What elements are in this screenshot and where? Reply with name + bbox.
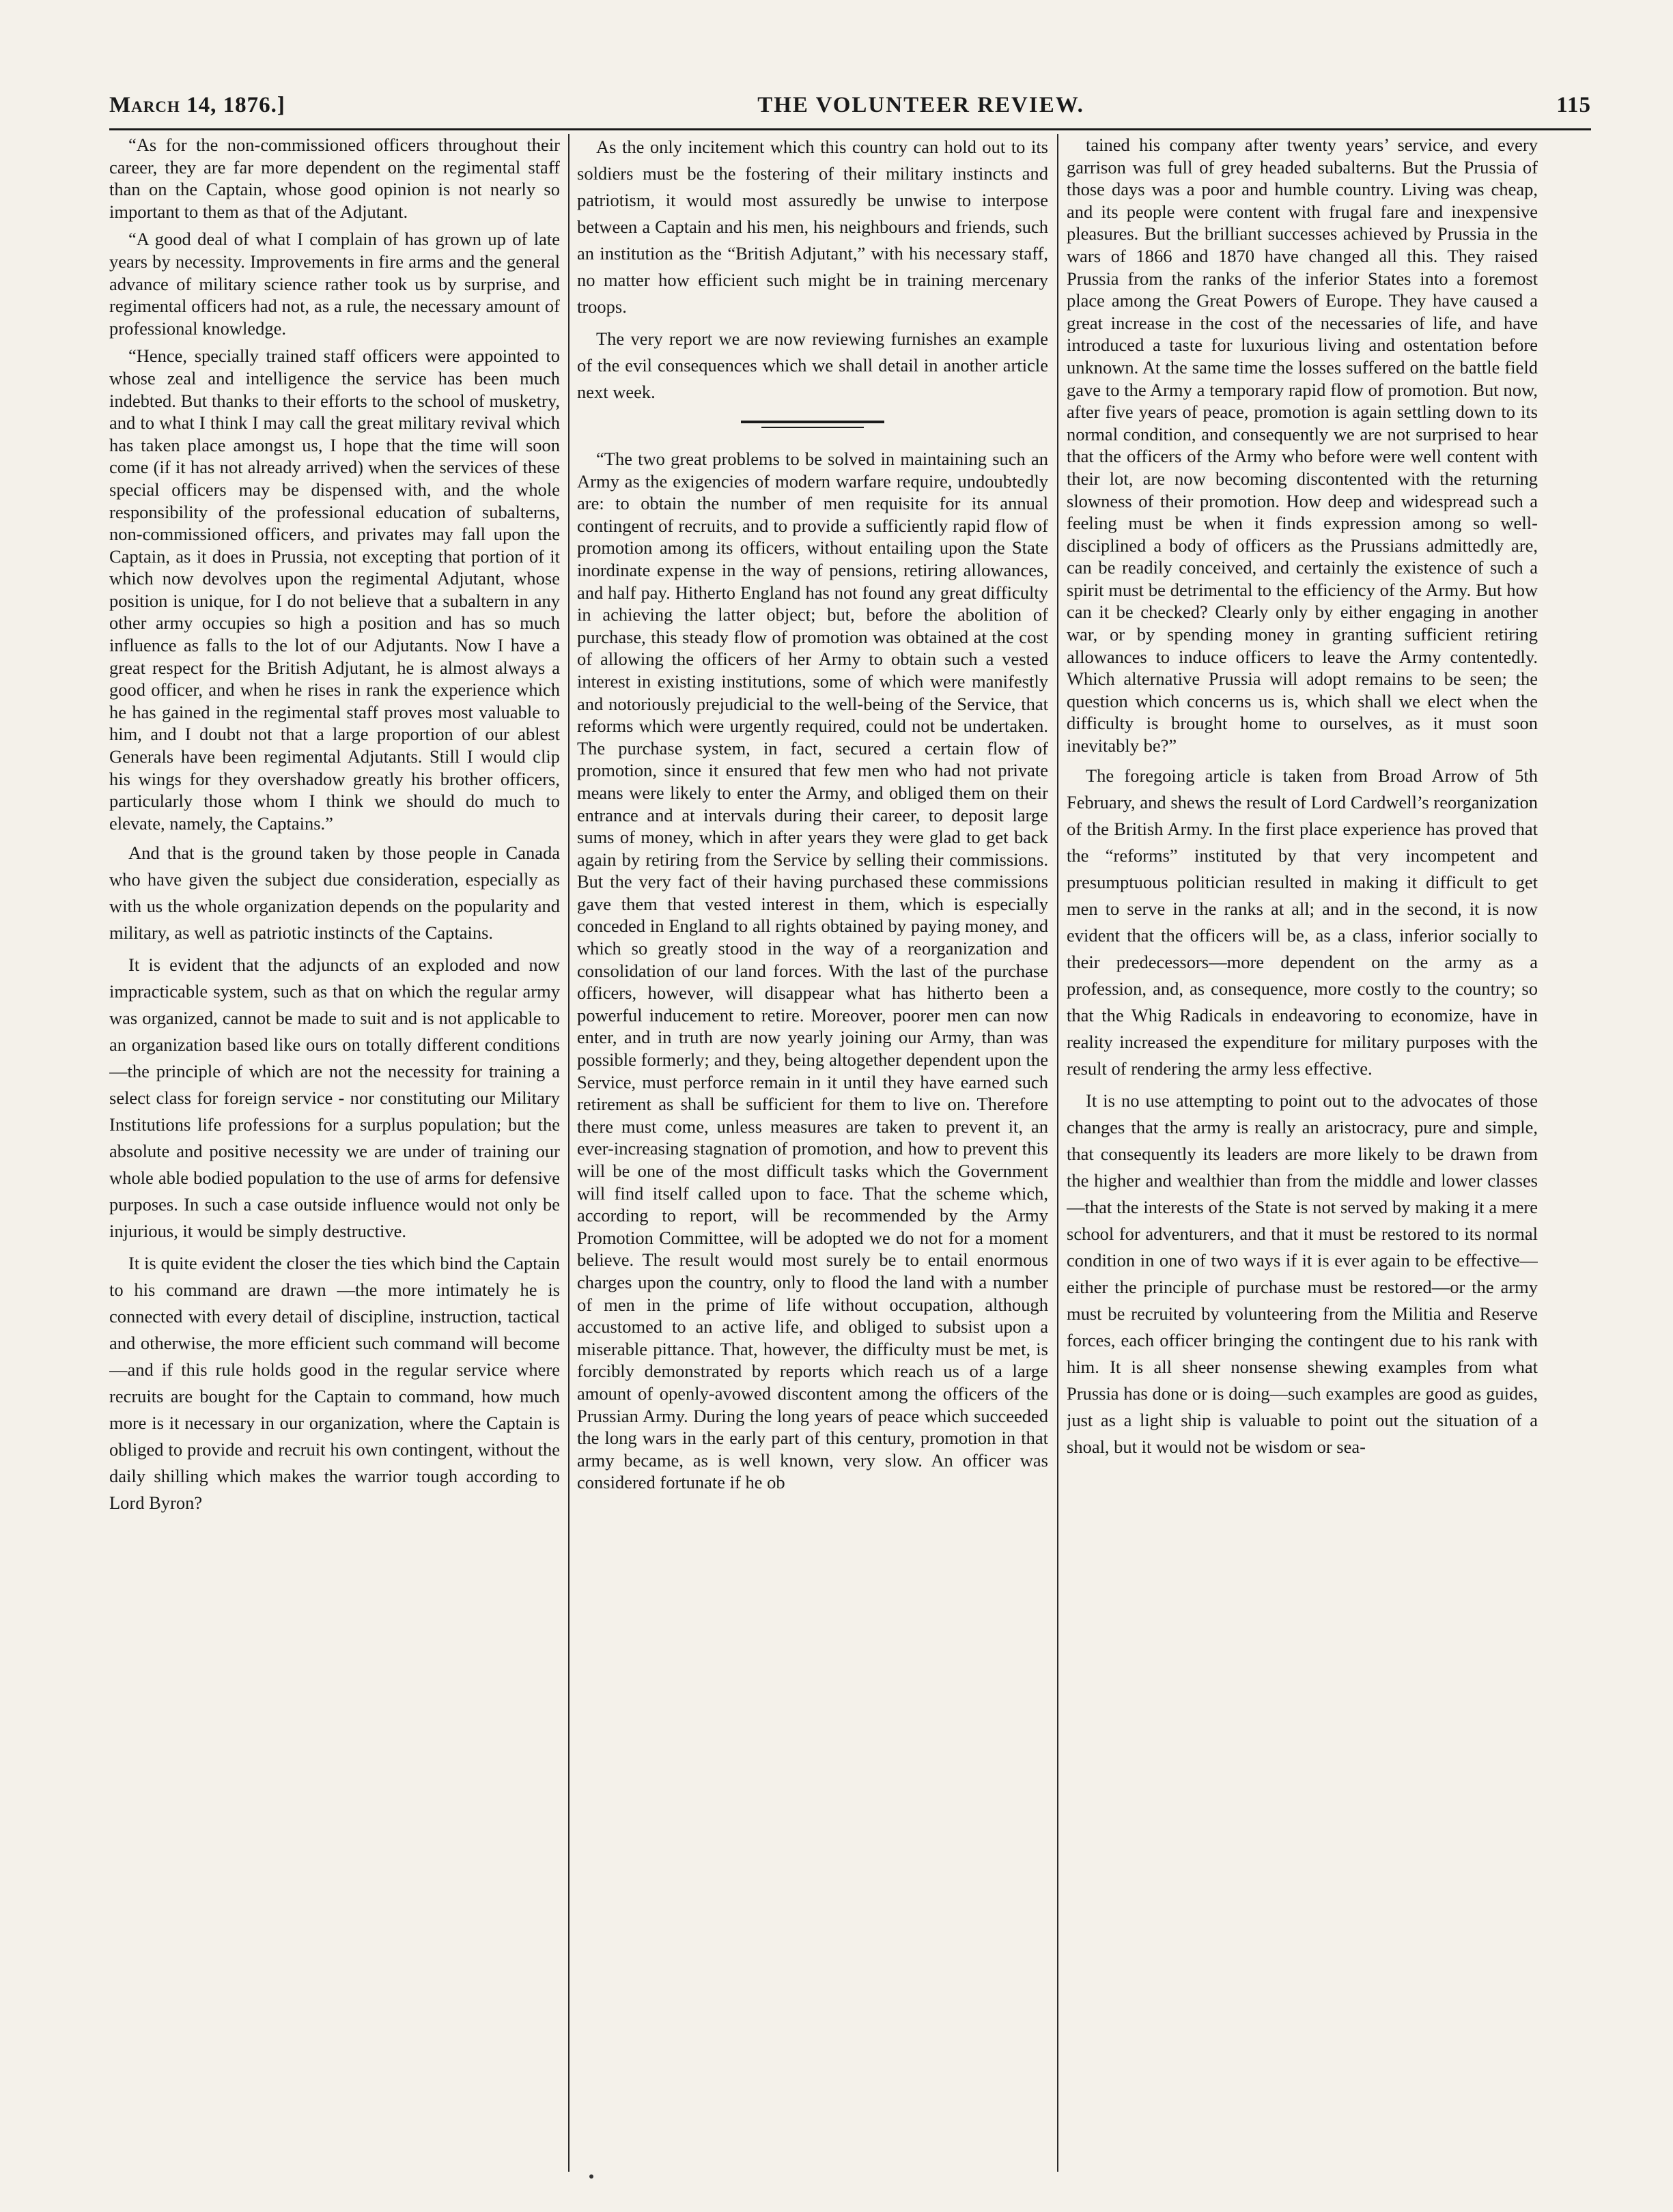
paragraph: And that is the ground taken by those people in Canada who have given the subject due consideration, especially as with us the whole organization depends on the popularity and military, as well as patriotic instincts of the Captains.: [109, 842, 560, 944]
column-divider: [1057, 134, 1058, 2172]
masthead-title: THE VOLUNTEER REVIEW.: [757, 92, 1084, 117]
paragraph: As the only incitement which this country can hold out to its soldiers must be the fostering of their military instincts and patriotism, it would most assuredly be unwise to interpose between a Captain and his men, his neighbours and friends, such an institution as the “British Adjutant,” with his necessary staff, no matter how efficient such might be in training mercenary troops.: [577, 137, 1048, 317]
paragraph: tained his company after twenty years’ service, and every garrison was full of grey headed subalterns. But the Prussia of those days was a poor and humble country. Living was cheap, and its people were content with frugal fare and inexpensive pleasures. But the brilliant successes achieved by Prussia in the wars of 1866 and 1870 have changed all this. They raised Prussia from the ranks of the inferior States into a foremost place among the Great Powers of Europe. They have caused a great increase in the cost of the necessaries of life, and have introduced a taste for luxurious living and ostentation before unknown. At the same time the losses suffered on the battle field gave to the Army a temporary rapid flow of promotion. But now, after five years of peace, promotion is again settling down to its normal condition, and consequently we are not surprised to hear that the officers of the Army who before were well content with their lot, are now becoming discontented with the returning slowness of their promotion. How deep and widespread such a feeling must be when it finds expression among so well-disciplined a body of officers as the Prussians admittedly are, can be readily conceived, and certainly the existence of such a spirit must be detrimental to the efficiency of the Army. But how can it be checked? Clearly only by either engaging in another war, or by spending money in granting sufficient retiring allowances to induce officers to leave the Army contentedly. Which alternative Prussia will adopt remains to be seen; the question which concerns us is, which shall we elect when the difficulty is brought home to ourselves, as it must soon inevitably be?”: [1067, 134, 1538, 756]
paragraph: It is no use attempting to point out to the advocates of those changes that the army is really an aristocracy, pure and simple, that consequently its leaders are more likely to be drawn from the higher and wealthier than from the middle and lower classes—that the interests of the State is not served by making it a mere school for adventurers, and that it must be restored to its normal condition in one of two ways if it is ever again to be effective—either the principle of purchase must be restored—or the army must be recruited by volunteering from the Militia and Reserve forces, each officer bringing the contingent due to his rank with him. It is all sheer nonsense shewing examples from what Prussia has done or is doing—such examples are good as guides, just as a light ship is valuable to point out the situation of a shoal, but it would not be wisdom or sea-: [1067, 1090, 1538, 1457]
paragraph: “Hence, specially trained staff officers were appointed to whose zeal and intelligence the service has been much indebted. But thanks to their efforts to the school of musketry, and to what I think I may call the great military revival which has taken place amongst us, I hope that the time will soon come (if it has not already arrived) when the services of these special officers may be dispensed with, and the whole responsibility of the professional education of subalterns, non-commissioned officers, and privates may fall upon the Captain, as it does in Prussia, not excepting that portion of it which now devolves upon the regimental Adjutant, whose position is unique, for I do not believe that a subaltern in any other army occupies so high a position and has so much influence as falls to the lot of our Adjutants. Now I have a great respect for the British Adjutant, he is almost always a good officer, and when he rises in rank the experience which he has gained in the regimental staff proves most valuable to him, and I doubt not that a large proportion of our ablest Generals have been regimental Adjutants. Still I would clip his wings for they overshadow greatly his brother officers, particularly those whom I think we should do much to elevate, namely, the Captains.”: [109, 345, 560, 834]
paragraph: It is evident that the adjuncts of an exploded and now impracticable system, such as that on which the regular army was organized, cannot be made to suit and is not applicable to an organization based like ours on totally different conditions—the principle of which are not the necessity for training a select class for foreign service - nor constituting our Military Institutions life professions for a surplus population; but the absolute and positive necessity we are under of training our whole able bodied population to the use of arms for defensive purposes. In such a case outside influence would not only be injurious, it would be simply destructive.: [109, 954, 560, 1242]
page-header: [109, 85, 1591, 126]
print-speck: [589, 2174, 593, 2179]
paragraph: The very report we are now reviewing furnishes an example of the evil consequences which we shall detail in another article next week.: [577, 328, 1048, 402]
paragraph: “As for the non-commissioned officers throughout their career, they are far more dependent on the regimental staff than on the Captain, whose good opinion is not nearly so important to them as that of the Adjutant.: [109, 134, 560, 222]
column-3: [1067, 134, 1538, 2175]
paragraph: It is quite evident the closer the ties which bind the Captain to his command are drawn —the more intimately he is connected with every detail of discipline, instruction, tactical and otherwise, the more efficient such command will become—and if this rule holds good in the regular service where recruits are bought for the Captain to command, how much more is it necessary in our organization, where the Captain is obliged to provide and recruit his own contingent, without the daily shilling which makes the warrior tough according to Lord Byron?: [109, 1253, 560, 1514]
column-1: [109, 134, 560, 2175]
paragraph: “The two great problems to be solved in maintaining such an Army as the exigencies of modern warfare require, undoubtedly are: to obtain the number of men requisite for its annual contingent of recruits, and to provide a sufficiently rapid flow of promotion among its officers, without entailing upon the State inordinate expense in the way of pensions, retiring allowances, and half pay. Hitherto England has not found any great difficulty in achieving the latter object; but, before the abolition of purchase, this steady flow of promotion was obtained at the cost of allowing the officers of her Army to obtain such a vested interest in existing institutions, some of which were manifestly and notoriously prejudicial to the well-being of the Service, that reforms which were urgently required, could not be undertaken. The purchase system, in fact, secured a certain flow of promotion, since it ensured that few men who had not private means were likely to enter the Army, and obliged them on their entrance and at intervals during their career, to deposit large sums of money, which in after years they were glad to get back again by retiring from the Service by selling their commissions. But the very fact of their having purchased these commissions gave them that vested interest in them, which is especially conceded in England to all rights obtained by paying money, and which so greatly stood in the way of a reorganization and consolidation of our land forces. With the last of the purchase officers, however, will disappear what has hitherto been a powerful inducement to retire. Moreover, poorer men can now enter, and in truth are now yearly joining our Army, than was possible formerly; and they, being altogether dependent upon the Service, must perforce remain in it until they have earned such retirement as shall be sufficient for them to live on. Therefore there must come, unless measures are taken to prevent it, an ever-increasing stagnation of promotion, and how to prevent this will be one of the most difficult tasks which the Government will find itself called upon to face. That the scheme which, according to report, will be recommended by the Army Promotion Committee, will be adopted we do not for a moment believe. The result would most surely be to entail enormous charges upon the country, only to flood the land with a number of men in the prime of life without occupation, although accustomed to an active life, and obliged to subsist upon a miserable pittance. That, however, the difficulty must be met, is forcibly demonstrated by reports which reach us of a large amount of openly-avowed discontent among the officers of the Prussian Army. During the long years of peace which succeeded the long wars in the early part of this century, promotion in that army became, as is well known, very slow. An officer was considered fortunate if he ob: [577, 449, 1048, 1493]
section-separator: [741, 421, 884, 430]
header-rule: [109, 128, 1591, 130]
column-divider: [568, 134, 570, 2172]
page-number: 115: [1556, 92, 1591, 117]
paragraph: The foregoing article is taken from Broad Arrow of 5th February, and shews the result of Lord Cardwell’s reorganization of the British Army. In the first place experience has proved that the “reforms” instituted by that very incompetent and presumptuous politician resulted in making it difficult to get men to serve in the ranks at all; and in the second, it is now evident that the officers will be, as a class, inferior socially to their predecessors—more dependent on the army as a profession, and, as consequence, more costly to the country; so that the Whig Radicals in endeavoring to economize, have in reality increased the expenditure for military purposes with the result of rendering the army less effective.: [1067, 765, 1538, 1079]
paragraph: “A good deal of what I complain of has grown up of late years by necessity. Improvements in fire arms and the general advance of military science rather took us by surprise, and regimental officers had not, as a rule, the necessary amount of professional knowledge.: [109, 229, 560, 339]
column-2: [577, 134, 1048, 2175]
issue-date: March 14, 1876.]: [109, 92, 285, 117]
